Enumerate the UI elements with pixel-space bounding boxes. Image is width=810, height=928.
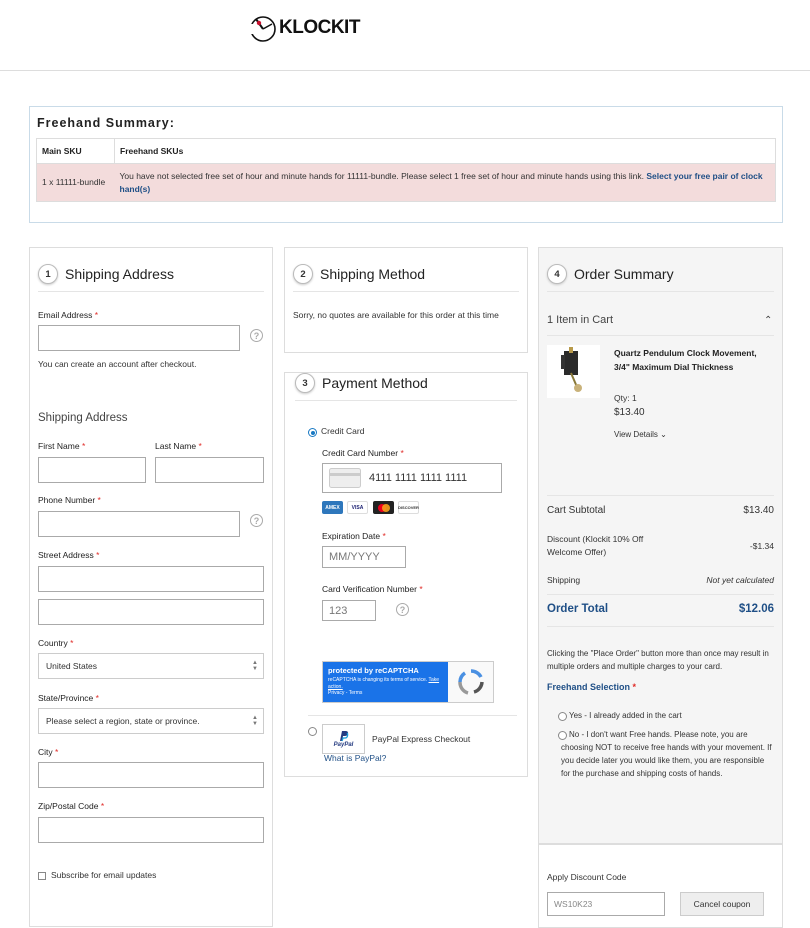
place-order-warning: Clicking the "Place Order" button more than once may result in multiple orders and multiple charges to your card. xyxy=(547,649,769,671)
street-field-2[interactable] xyxy=(38,599,264,625)
street-label: Street Address * xyxy=(38,550,100,560)
discover-icon: DISCOVER xyxy=(398,501,419,514)
last-name-label: Last Name * xyxy=(155,441,202,451)
country-label: Country * xyxy=(38,638,74,648)
freehand-message-cell xyxy=(115,164,776,202)
zip-field[interactable] xyxy=(38,817,264,843)
paypal-p-icon xyxy=(337,730,351,742)
recaptcha-privacy-terms[interactable]: Privacy - Terms xyxy=(328,690,363,696)
col-freehand-skus: Freehand SKUs xyxy=(115,139,776,164)
step-number-1: 1 xyxy=(38,264,58,284)
chevron-down-icon: ⌄ xyxy=(660,430,667,439)
email-label: Email Address * xyxy=(38,310,99,320)
first-name-field[interactable] xyxy=(38,457,146,483)
discount-code-field[interactable]: WS10K23 xyxy=(547,892,665,916)
product-price: $13.40 xyxy=(614,407,645,418)
state-select[interactable]: Please select a region, state or province. ▲ ▼ xyxy=(38,708,264,734)
order-summary-heading xyxy=(547,264,674,284)
recaptcha-info xyxy=(323,662,448,702)
email-note: You can create an account after checkout. xyxy=(38,359,197,369)
city-field[interactable] xyxy=(38,762,264,788)
zip-label: Zip/Postal Code * xyxy=(38,801,105,811)
recaptcha-logo-icon xyxy=(448,662,493,702)
divider xyxy=(547,291,774,292)
what-is-paypal-link[interactable]: What is PayPal? xyxy=(324,753,387,763)
select-free-hands-link[interactable]: Select your free pair of clock hand(s) xyxy=(119,170,763,194)
divider xyxy=(547,495,774,496)
site-header xyxy=(0,0,810,71)
divider xyxy=(295,400,517,401)
freehand-table xyxy=(36,138,776,202)
site-logo[interactable] xyxy=(248,13,360,43)
cc-number-label: Credit Card Number * xyxy=(322,448,404,458)
mastercard-icon xyxy=(373,501,394,514)
phone-label: Phone Number * xyxy=(38,495,101,505)
email-help-icon[interactable]: ? xyxy=(250,329,263,342)
first-name-label: First Name * xyxy=(38,441,86,451)
no-quotes-message: Sorry, no quotes are available for this order at this time xyxy=(293,310,499,320)
view-details-toggle[interactable]: View Details ⌄ xyxy=(614,430,667,439)
col-main-sku: Main SKU xyxy=(37,139,115,164)
freehand-yes-radio[interactable] xyxy=(558,712,567,721)
credit-card-icon xyxy=(329,468,361,488)
product-image xyxy=(547,345,600,398)
phone-help-icon[interactable]: ? xyxy=(250,514,263,527)
shipping-address-heading xyxy=(38,264,174,284)
cart-subtotal-label: Cart Subtotal xyxy=(547,505,606,516)
cvv-help-icon[interactable]: ? xyxy=(396,603,409,616)
freehand-selection-label: Freehand Selection * xyxy=(547,682,637,692)
paypal-label: PayPal Express Checkout xyxy=(372,734,471,744)
recaptcha-text: reCAPTCHA is changing its terms of service. Take action. Privacy - Terms xyxy=(328,677,440,696)
shipping-value: Not yet calculated xyxy=(706,575,774,585)
divider xyxy=(308,715,517,716)
discount-label: Discount (Klockit 10% Off Welcome Offer) xyxy=(547,534,644,557)
clock-logo-icon xyxy=(248,13,278,43)
cart-subtotal-value: $13.40 xyxy=(743,505,774,516)
shipping-label: Shipping xyxy=(547,575,581,585)
step-number-2: 2 xyxy=(293,264,313,284)
table-row xyxy=(37,164,776,202)
shipping-address-subtitle: Shipping Address xyxy=(38,412,128,424)
amex-icon: AMEX xyxy=(322,501,343,514)
main-sku-cell: 1 x 11111-bundle xyxy=(37,164,115,202)
phone-field[interactable] xyxy=(38,511,240,537)
country-select[interactable]: United States ▲ ▼ xyxy=(38,653,264,679)
credit-card-label: Credit Card xyxy=(321,426,365,436)
credit-card-radio[interactable] xyxy=(308,428,317,437)
visa-icon: VISA xyxy=(347,501,368,514)
items-in-cart-toggle[interactable]: 1 Item in Cart xyxy=(547,314,614,326)
subscribe-checkbox[interactable] xyxy=(38,872,46,880)
discount-code-label: Apply Discount Code xyxy=(547,872,627,882)
cc-number-field[interactable]: 4111 1111 1111 1111 xyxy=(322,463,502,493)
expiration-field[interactable]: MM/YYYY xyxy=(322,546,406,568)
shipping-method-panel xyxy=(284,247,528,353)
divider xyxy=(547,626,774,627)
subscribe-label: Subscribe for email updates xyxy=(51,870,157,880)
shipping-method-heading xyxy=(293,264,425,284)
freehand-summary xyxy=(29,106,783,223)
freehand-message: You have not selected free set of hour and minute hands for 11111-bundle. Please select 1 free set of hour and minute hands using this link. xyxy=(119,170,645,181)
divider xyxy=(38,291,264,292)
discount-value: -$1.34 xyxy=(749,541,774,551)
select-arrows-icon: ▲ ▼ xyxy=(252,660,258,672)
order-total-label: Order Total xyxy=(547,603,609,615)
divider xyxy=(547,594,774,595)
last-name-field[interactable] xyxy=(155,457,264,483)
step-number-4: 4 xyxy=(547,264,567,284)
city-label: City * xyxy=(38,747,59,757)
order-summary-title: Order Summary xyxy=(574,266,674,282)
recaptcha-take-action-link[interactable]: Take action. xyxy=(328,677,440,690)
product-qty: Qty: 1 xyxy=(614,393,637,403)
paypal-logo-text: PayPal xyxy=(333,742,354,748)
freehand-yes-label: Yes - I already added in the cart xyxy=(569,711,682,720)
street-field-1[interactable] xyxy=(38,566,264,592)
chevron-up-icon[interactable]: ⌃ xyxy=(764,315,773,326)
shipping-method-title: Shipping Method xyxy=(320,266,426,282)
select-arrows-icon: ▲ ▼ xyxy=(252,715,258,727)
paypal-logo[interactable] xyxy=(322,724,365,754)
paypal-radio[interactable] xyxy=(308,727,317,736)
recaptcha-badge[interactable] xyxy=(322,661,494,703)
clock-movement-icon xyxy=(547,345,600,398)
state-label: State/Province * xyxy=(38,693,99,703)
freehand-summary-title: Freehand Summary: xyxy=(37,116,175,130)
cvv-field[interactable]: 123 xyxy=(322,600,376,621)
divider xyxy=(293,291,519,292)
order-total-value: $12.06 xyxy=(738,603,774,615)
step-number-3: 3 xyxy=(295,373,315,393)
freehand-no-label: No - I don't want Free hands. Please note, you are choosing NOT to receive free hands with your movement. If you decide later you would like them, you are responsible for the purchase and shipping costs of hands. xyxy=(561,730,772,778)
payment-method-title: Payment Method xyxy=(322,375,428,391)
divider xyxy=(547,335,774,336)
logo-text: KLOCKIT xyxy=(279,17,360,38)
recaptcha-title: protected by reCAPTCHA xyxy=(328,666,419,675)
payment-method-heading xyxy=(295,373,428,393)
cvv-label: Card Verification Number * xyxy=(322,584,423,594)
cancel-coupon-button[interactable]: Cancel coupon xyxy=(680,892,764,916)
expiration-label: Expiration Date * xyxy=(322,531,386,541)
shipping-address-title: Shipping Address xyxy=(65,266,174,282)
product-name[interactable]: Quartz Pendulum Clock Movement, 3/4" Maximum Dial Thickness xyxy=(614,348,757,372)
email-field[interactable] xyxy=(38,325,240,351)
